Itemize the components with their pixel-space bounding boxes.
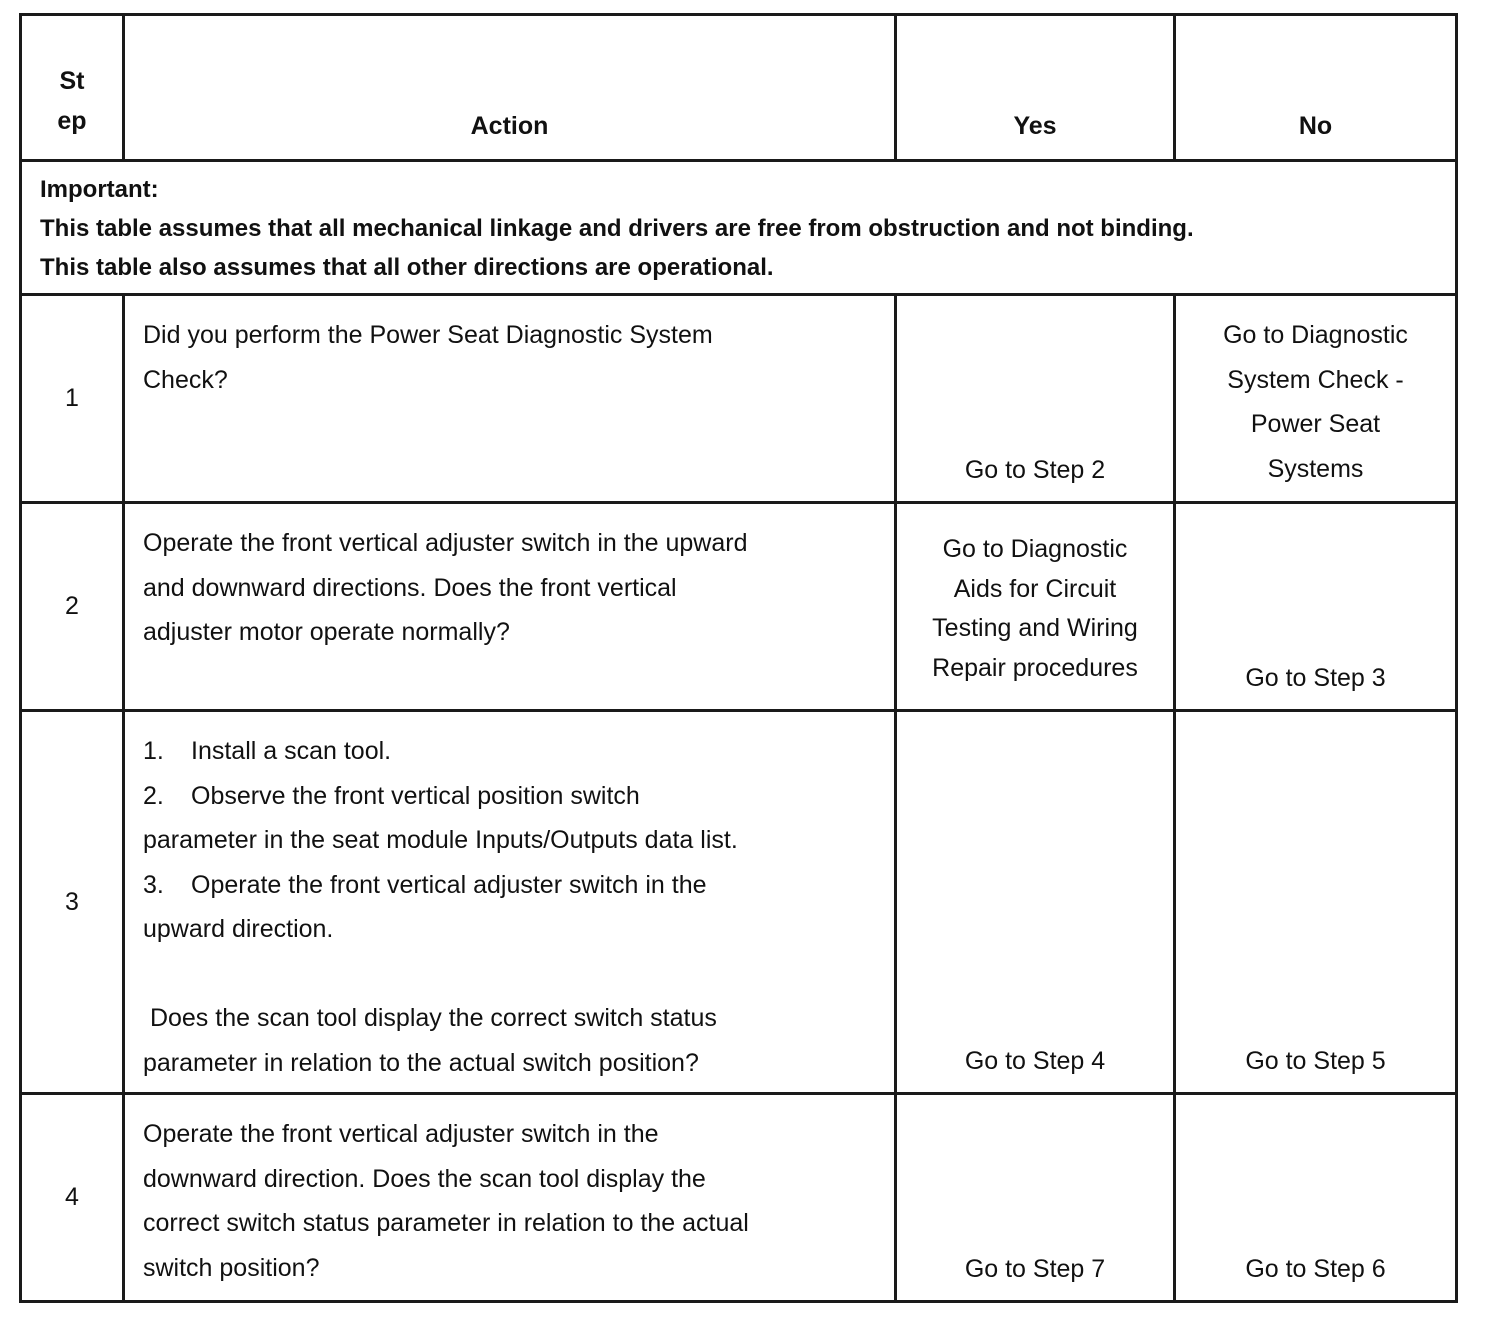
no-line: System Check - — [1227, 365, 1404, 394]
important-line-2: This table also assumes that all other directions are operational. — [40, 254, 774, 281]
table-row — [21, 1094, 1457, 1302]
yes-cell: Go to Step 7 — [896, 1094, 1175, 1302]
header-step — [21, 15, 124, 161]
yes-line: Aids for Circuit — [953, 574, 1117, 603]
question-line: parameter in relation to the actual switch position? — [143, 1048, 699, 1077]
list-text: Observe the front vertical position switch — [191, 781, 640, 810]
action-line: Check? — [143, 365, 228, 394]
header-row — [21, 15, 1457, 161]
list-text: Install a scan tool. — [191, 737, 392, 765]
list-item — [143, 774, 878, 819]
list-number: 3. — [143, 870, 164, 899]
table-row — [21, 295, 1457, 503]
no-line: Power Seat — [1250, 410, 1381, 438]
list-number: 2. — [143, 781, 164, 810]
action-cell — [124, 503, 896, 711]
action-line: downward direction. Does the scan tool display the — [143, 1164, 706, 1193]
yes-line: Go to Diagnostic — [942, 535, 1128, 563]
action-cell — [124, 711, 896, 1094]
step-number: 1 — [21, 295, 124, 503]
action-cell — [124, 295, 896, 503]
action-line: Operate the front vertical adjuster switch in the — [143, 1120, 659, 1148]
header-step-line2: ep — [57, 107, 87, 135]
no-cell — [1175, 295, 1457, 503]
step-number: 2 — [21, 503, 124, 711]
action-line: Operate the front vertical adjuster switch in the upward — [143, 529, 748, 557]
action-line: parameter in the seat module Inputs/Outputs data list. — [143, 826, 738, 854]
header-no: No — [1175, 15, 1457, 161]
table-row — [21, 711, 1457, 1094]
important-line-1: This table assumes that all mechanical linkage and drivers are free from obstruction and not binding. — [40, 215, 1194, 242]
important-row — [21, 161, 1457, 295]
header-yes: Yes — [896, 15, 1175, 161]
table-row — [21, 503, 1457, 711]
list-item — [143, 863, 878, 908]
list-item — [143, 729, 878, 774]
no-cell: Go to Step 3 — [1175, 503, 1457, 711]
diagnostic-table — [19, 13, 1458, 1303]
yes-cell: Go to Step 4 — [896, 711, 1175, 1094]
yes-cell — [896, 503, 1175, 711]
important-title: Important: — [40, 176, 159, 203]
no-line: Go to Diagnostic — [1223, 321, 1408, 349]
action-line: correct switch status parameter in relation to the actual — [143, 1209, 749, 1237]
action-line: switch position? — [143, 1253, 320, 1282]
action-line: adjuster motor operate normally? — [143, 618, 510, 646]
header-action: Action — [124, 15, 896, 161]
important-note — [21, 161, 1457, 295]
spacer — [143, 952, 878, 997]
list-number: 1. — [143, 737, 164, 765]
action-line: Did you perform the Power Seat Diagnostic System — [143, 321, 713, 349]
action-line: and downward directions. Does the front vertical — [143, 573, 677, 602]
question-line: Does the scan tool display the correct switch status — [143, 1004, 717, 1032]
yes-line: Repair procedures — [932, 653, 1138, 682]
action-cell — [124, 1094, 896, 1302]
list-text: Operate the front vertical adjuster switch in the — [191, 870, 707, 899]
action-line: upward direction. — [143, 915, 334, 943]
yes-line: Testing and Wiring — [932, 614, 1138, 642]
yes-cell: Go to Step 2 — [896, 295, 1175, 503]
no-line: Systems — [1267, 454, 1364, 483]
header-step-line1: St — [59, 67, 85, 95]
no-cell: Go to Step 6 — [1175, 1094, 1457, 1302]
step-number: 4 — [21, 1094, 124, 1302]
no-cell: Go to Step 5 — [1175, 711, 1457, 1094]
step-number: 3 — [21, 711, 124, 1094]
